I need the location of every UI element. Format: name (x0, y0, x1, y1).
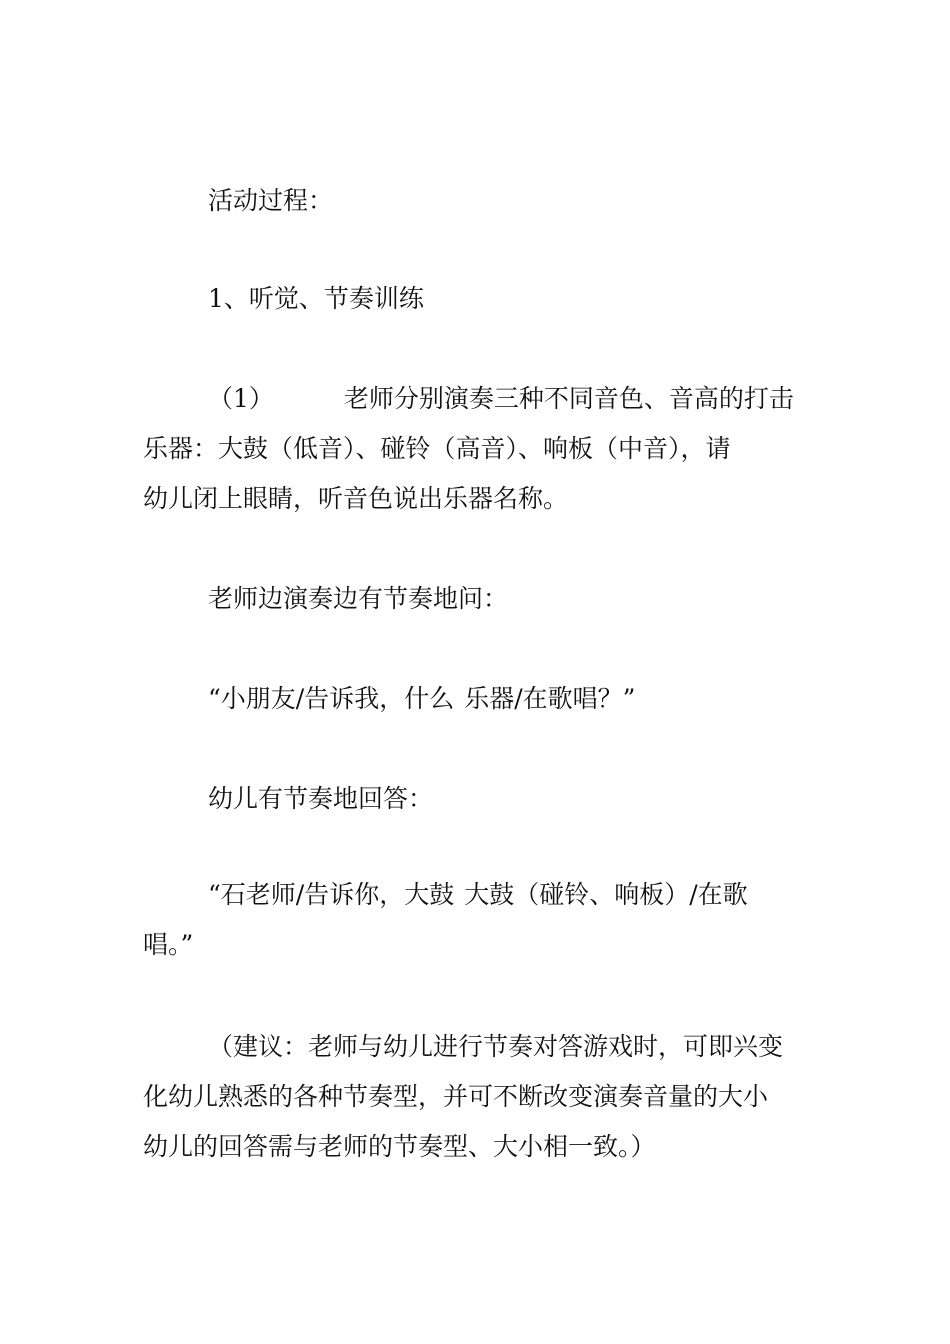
question-part-2: 乐器/在歌唱？” (464, 684, 636, 713)
paragraph-1-line-3: 幼儿闭上眼睛，听音色说出乐器名称。 (143, 484, 569, 513)
answer-part-1: “石老师/告诉你，大鼓 (208, 880, 455, 909)
paragraph-1-text: 老师分别演奏三种不同音色、音高的打击 (343, 384, 794, 413)
question-part-1: “小朋友/告诉我，什么 (208, 684, 455, 713)
child-answer-line-1 (208, 880, 748, 910)
teacher-question (208, 684, 635, 714)
paragraph-1-line-2: 乐器：大鼓（低音）、碰铃（高音）、响板（中音），请 (143, 434, 731, 463)
paragraph-3: 幼儿有节奏地回答： (208, 784, 434, 813)
note-line-2: 化幼儿熟悉的各种节奏型，并可不断改变演奏音量的大小 (143, 1082, 769, 1111)
paragraph-2: 老师边演奏边有节奏地问： (208, 584, 509, 613)
section-title-1: 1、听觉、节奏训练 (208, 284, 424, 313)
note-line-3: 幼儿的回答需与老师的节奏型、大小相一致。） (143, 1132, 656, 1161)
item-marker: （1） (208, 384, 274, 413)
child-answer-line-2: 唱。” (143, 930, 194, 959)
activity-heading: 活动过程： (208, 186, 334, 215)
answer-part-2: 大鼓（碰铃、响板）/在歌 (464, 880, 748, 909)
note-line-1: （建议：老师与幼儿进行节奏对答游戏时，可即兴变 (208, 1032, 784, 1061)
paragraph-1-line-1 (208, 384, 794, 414)
